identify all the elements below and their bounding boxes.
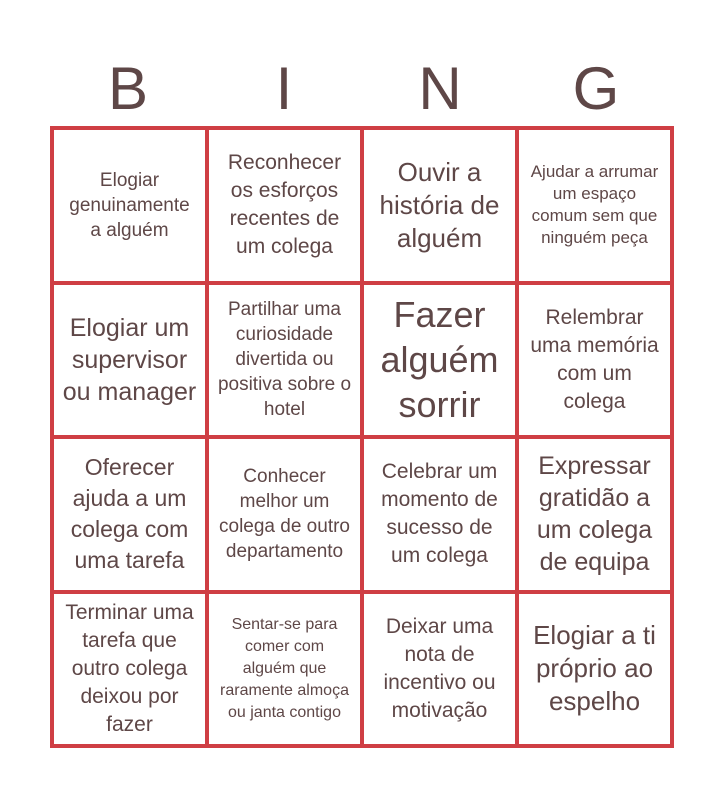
header-letter-g: G: [572, 55, 620, 122]
bingo-cell-r1c3[interactable]: [364, 130, 515, 281]
bingo-cell-text: Terminar uma tarefa que outro colega deixou por fazer: [65, 600, 194, 736]
bingo-cell-r3c2[interactable]: [209, 439, 360, 590]
bingo-cell-text: Oferecer ajuda a um colega com uma tarefa: [70, 454, 189, 574]
bingo-grid: [50, 126, 674, 748]
bingo-cell-r1c1[interactable]: [54, 130, 205, 281]
bingo-cell-text: Elogiar um supervisor ou manager: [62, 313, 197, 406]
bingo-cell-r1c4[interactable]: [519, 130, 670, 281]
bingo-cell-r3c3[interactable]: [364, 439, 515, 590]
bingo-cell-r3c4[interactable]: [519, 439, 670, 590]
bingo-cell-text: Partilhar uma curiosidade divertida ou positiva sobre o hotel: [217, 299, 352, 421]
bingo-cell-r4c4[interactable]: [519, 594, 670, 745]
bingo-cell-r4c2[interactable]: [209, 594, 360, 745]
bingo-cell-text: Deixar uma nota de incentivo ou motivação: [383, 614, 496, 722]
bingo-cell-r2c2[interactable]: [209, 285, 360, 436]
bingo-cell-text: Reconhecer os esforços recentes de um colega: [227, 151, 342, 259]
bingo-cell-text: Ouvir a história de alguém: [379, 156, 500, 253]
bingo-cell-text: Celebrar um momento de sucesso de um colega: [381, 460, 498, 568]
bingo-cell-r2c3-free[interactable]: [364, 285, 515, 436]
header-letter-i: I: [275, 55, 293, 122]
bingo-cell-r4c3[interactable]: [364, 594, 515, 745]
bingo-cell-text: Elogiar a ti próprio ao espelho: [533, 620, 656, 717]
bingo-header: [50, 52, 674, 126]
bingo-cell-text: Relembrar uma memória com um colega: [530, 305, 659, 413]
bingo-cell-r4c1[interactable]: [54, 594, 205, 745]
bingo-cell-text: Fazer alguém sorrir: [380, 294, 499, 426]
bingo-cell-text: Conhecer melhor um colega de outro departamento: [219, 466, 350, 563]
bingo-cell-text: Sentar-se para comer com alguém que raramente almoça ou janta contigo: [220, 615, 349, 721]
header-letter-b: B: [107, 55, 149, 122]
bingo-cell-text: Expressar gratidão a um colega de equipa: [536, 452, 653, 577]
bingo-cell-r2c1[interactable]: [54, 285, 205, 436]
header-letter-n: N: [418, 55, 462, 122]
bingo-cell-text: Ajudar a arrumar um espaço comum sem que ninguém peça: [530, 162, 659, 248]
bingo-cell-r3c1[interactable]: [54, 439, 205, 590]
bingo-cell-text: Elogiar genuinamente a alguém: [69, 169, 190, 241]
bingo-cell-r1c2[interactable]: [209, 130, 360, 281]
bingo-cell-r2c4[interactable]: [519, 285, 670, 436]
